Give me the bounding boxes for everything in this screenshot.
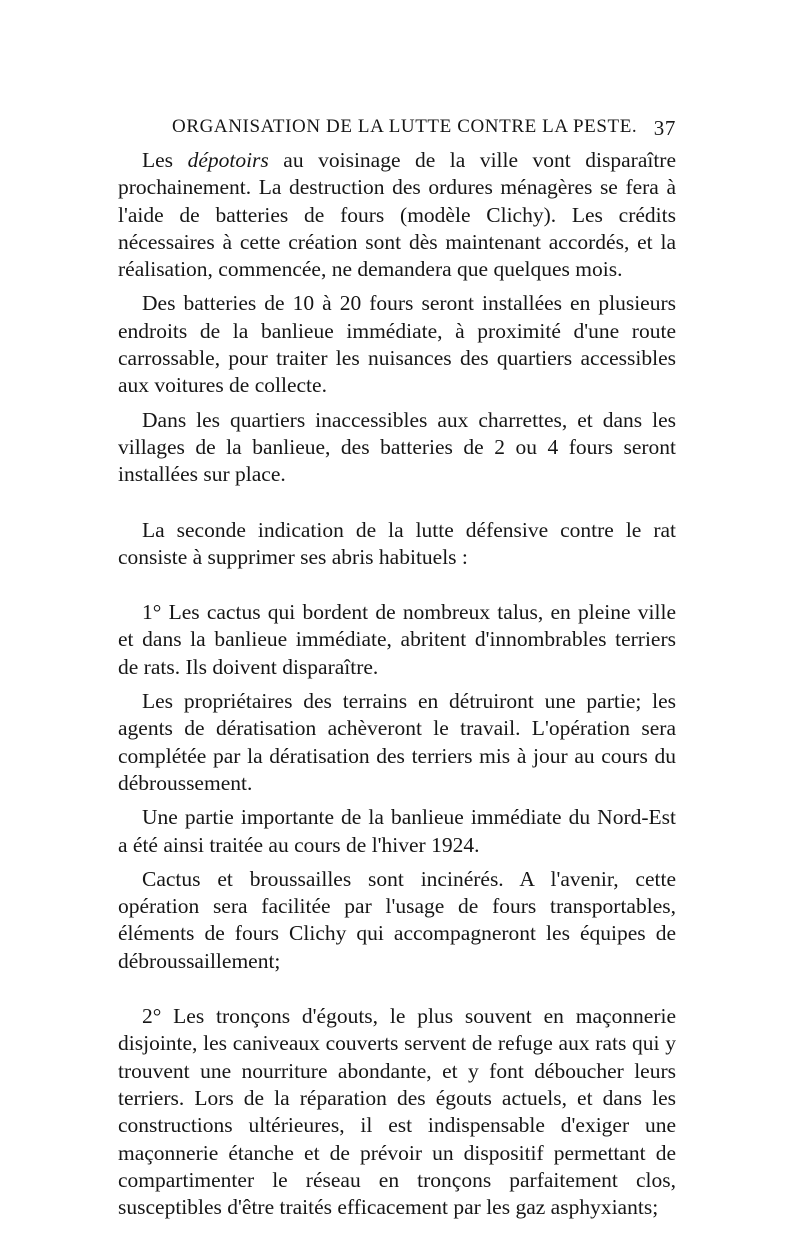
paragraph-cactus: 1° Les cactus qui bordent de nombreux talus, en pleine ville et dans la banlieue immédiate, abritent d'innombrables terriers de rats. Ils doivent disparaître. (118, 600, 676, 679)
paragraph-seconde-indication: La seconde indication de la lutte défensive contre le rat consiste à supprimer ses abris habituels : (118, 517, 676, 569)
paragraph-batteries: Des batteries de 10 à 20 fours seront installées en plusieurs endroits de la banlieue immédiate, à proximité d'une route carrossable, pour traiter les nuisances des quartiers accessibles aux voitures de collecte. (118, 291, 676, 398)
paragraph-egouts: 2° Les tronçons d'égouts, le plus souvent en maçonnerie disjointe, les caniveaux couverts servent de refuge aux rats qui y trouvent une nourriture abondante, et y font déboucher leurs terriers. Lors de la réparation des égouts actuels, et dans les constructions ultérieures, il est indispensable d'exiger une maçonnerie étanche et de prévoir un dispositif permettant de compartimenter le réseau en tronçons parfaitement clos, susceptibles d'être traités efficacement par les gaz asphyxiants; (118, 1004, 676, 1220)
paragraph-proprietaires: Les propriétaires des terrains en détruiront une partie; les agents de dératisation achèveront le travail. L'opération sera complétée par la dératisation des terriers mis à jour au cours du débroussement. (118, 689, 676, 795)
page-header (118, 116, 676, 144)
paragraph-incineration: Cactus et broussailles sont incinérés. A l'avenir, cette opération sera facilitée par l'usage de fours transportables, éléments de fours Clichy qui accompagneront les équipes de débroussaillement; (118, 866, 676, 973)
body-text (118, 147, 676, 1221)
paragraph-quartiers: Dans les quartiers inaccessibles aux charrettes, et dans les villages de la banlieue, des batteries de 2 ou 4 fours seront installées sur place. (118, 407, 676, 487)
running-title: ORGANISATION DE LA LUTTE CONTRE LA PESTE. (172, 116, 638, 137)
paragraph-depotoirs (118, 147, 676, 283)
page-number: 37 (653, 116, 676, 140)
emphasis-depotoirs: dépotoirs (187, 148, 269, 172)
paragraph-lead: Les (142, 148, 188, 172)
paragraph-nord-est: Une partie importante de la banlieue immédiate du Nord-Est a été ainsi traitée au cours de l'hiver 1924. (118, 805, 676, 857)
paragraph-text: au voisinage de la ville vont disparaître prochainement. La destruction des ordures ménagères se fera à l'aide de batteries de fours (modèle Clichy). Les crédits nécessaires à cette création sont dès maintenant accordés, et la réalisation, commencée, ne demandera que quelques mois. (118, 148, 677, 282)
